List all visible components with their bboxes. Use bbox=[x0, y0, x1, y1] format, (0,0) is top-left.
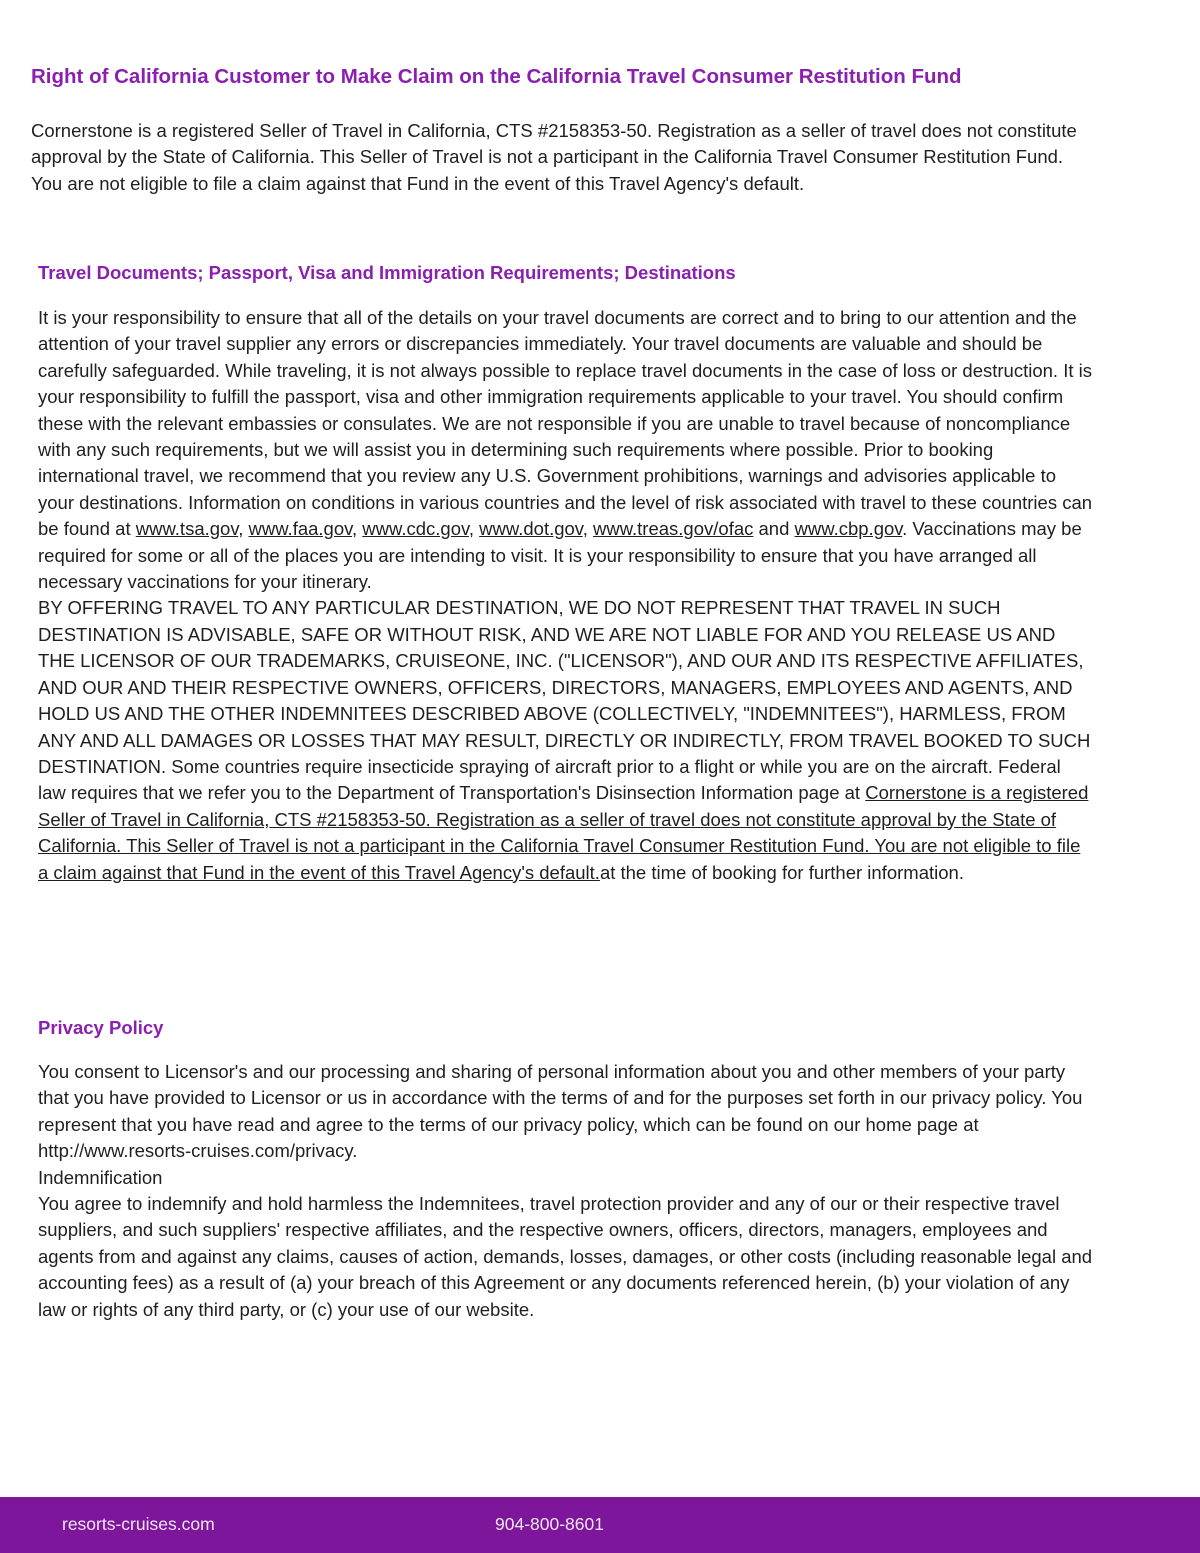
footer-phone[interactable]: 904-800-8601 bbox=[495, 1514, 604, 1534]
indemnification-heading: Indemnification bbox=[38, 1166, 163, 1188]
claim-heading: Right of California Customer to Make Claim on the California Travel Consumer Restitution Fund bbox=[31, 65, 962, 88]
footer-website[interactable]: resorts-cruises.com bbox=[62, 1514, 215, 1534]
privacy-text: You consent to Licensor's and our processing and sharing of personal information about you and other members of your party that you have provided to Licensor or us in accordance with the terms of and for the purposes set forth in our privacy policy. You represent that you have read and agree to the terms of our privacy policy, which can be found on our home page at http://www.resorts-cruises.com/privacy. bbox=[38, 1061, 1083, 1162]
privacy-policy-body bbox=[38, 1059, 1093, 1323]
travel-body-intro: It is your responsibility to ensure that all of the details on your travel documents are correct and to bring to our attention and the attention of your travel supplier any errors or discrepancies immediately. Your travel documents are valuable and should be carefully safeguarded. While traveling, it is not always possible to replace travel documents in the case of loss or destruction. It is your responsibility to fulfill the passport, visa and other immigration requirements applicable to your travel. You should confirm these with the relevant embassies or consulates. We are not responsible if you are unable to travel because of noncompliance with any such requirements, but we will assist you in determining such requirements where possible. Prior to booking international travel, we recommend that you review any U.S. Government prohibitions, warnings and advisories applicable to your destinations. Information on conditions in various countries and the level of risk associated with travel to these countries can be found at bbox=[38, 307, 1093, 540]
disinsection-link[interactable]: Cornerstone is a registered Seller of Travel in California, CTS #2158353-50. Registration as a seller of travel does not constitute approval by the State of California. This Seller of Travel is not a participant in the California Travel Consumer Restitution Fund. You are not eligible to file a claim against that Fund in the event of this Travel Agency's default. bbox=[38, 782, 1089, 883]
privacy-policy-heading: Privacy Policy bbox=[38, 1017, 164, 1038]
footer-bar bbox=[0, 1497, 1200, 1553]
claim-body: Cornerstone is a registered Seller of Travel in California, CTS #2158353-50. Registration as a seller of travel does not constitute approval by the State of California. This Seller of Travel is not a participant in the California Travel Consumer Restitution Fund. You are not eligible to file a claim against that Fund in the event of this Travel Agency's default. bbox=[31, 120, 1077, 194]
link-treas-ofac[interactable]: www.treas.gov/ofac bbox=[592, 518, 754, 540]
travel-documents-heading: Travel Documents; Passport, Visa and Immigration Requirements; Destinations bbox=[38, 262, 736, 283]
link-tsa[interactable]: www.tsa.gov bbox=[135, 518, 239, 540]
indemnification-text: You agree to indemnify and hold harmless the Indemnitees, travel protection provider and any of our or their respective travel suppliers, and such suppliers' respective affiliates, and the respective owners, officers, directors, managers, employees and agents from and against any claims, causes of action, demands, losses, damages, or other costs (including reasonable legal and accounting fees) as a result of (a) your breach of this Agreement or any documents referenced herein, (b) your violation of any law or rights of any third party, or (c) your use of our website. bbox=[38, 1193, 1093, 1320]
travel-documents-body: It is your responsibility to ensure that all of the details on your travel documents are correct and to bring to our attention and the attention of your travel supplier any errors or discrepancies immediately. Your travel documents are valuable and should be carefully safeguarded. While traveling, it is not always possible to replace travel documents in the case of loss or destruction. It is your responsibility to fulfill the passport, visa and other immigration requirements applicable to your travel. You should confirm these with the relevant embassies or consulates. We are not responsible if you are unable to travel because of noncompliance with any such requirements, but we will assist you in determining such requirements where possible. Prior to booking international travel, we recommend that you review any U.S. Government prohibitions, warnings and advisories applicable to your destinations. Information on conditions in various countries and the level of risk associated with travel to these countries can be found at www.tsa.gov, www.faa.gov, www.cdc.gov, www.dot.gov, www.treas.gov/ofac and www.cbp.gov. Vaccinations may be required for some or all of the places you are intending to visit. It is your responsibility to ensure that you have arranged all necessary vaccinations for your itinerary. BY OFFERING TRAVEL TO ANY PARTICULAR DESTINATION, WE DO NOT REPRESENT THAT TRAVEL IN SUCH DESTINATION IS ADVISABLE, SAFE OR WITHOUT RISK, AND WE ARE NOT LIABLE FOR AND YOU RELEASE US AND THE LICENSOR OF OUR TRADEMARKS, CRUISEONE, INC. ("LICENSOR"), AND OUR AND ITS RESPECTIVE AFFILIATES, AND OUR AND THEIR RESPECTIVE OWNERS, OFFICERS, DIRECTORS, MANAGERS, EMPLOYEES AND AGENTS, AND HOLD US AND THE OTHER INDEMNITEES DESCRIBED ABOVE (COLLECTIVELY, "INDEMNITEES"), HARMLESS, FROM ANY AND ALL DAMAGES OR LOSSES THAT MAY RESULT, DIRECTLY OR INDIRECTLY, FROM TRAVEL BOOKED TO SUCH DESTINATION. Some countries require insecticide spraying of aircraft prior to a flight or while you are on the aircraft. Federal law requires that we refer you to the Department of Transportation's Disinsection Information page at Cornerstone is a registered Seller of Travel in California, CTS #2158353-50. Registration as a seller of travel does not constitute approval by the State of California. This Seller of Travel is not a participant in the California Travel Consumer Restitution Fund. You are not eligible to file a claim against that Fund in the event of this Travel Agency's default.at the time of booking for further information. bbox=[38, 307, 1093, 883]
link-faa[interactable]: www.faa.gov bbox=[248, 518, 353, 540]
link-dot[interactable]: www.dot.gov bbox=[479, 518, 583, 540]
link-cdc[interactable]: www.cdc.gov bbox=[362, 518, 469, 540]
destination-disclaimer: BY OFFERING TRAVEL TO ANY PARTICULAR DESTINATION, WE DO NOT REPRESENT THAT TRAVEL IN SUCH DESTINATION IS ADVISABLE, SAFE OR WITHOUT RISK, AND WE ARE NOT LIABLE FOR AND YOU RELEASE US AND THE LICENSOR OF OUR TRADEMARKS, CRUISEONE, INC. ("LICENSOR"), AND OUR AND ITS RESPECTIVE AFFILIATES, AND OUR AND THEIR RESPECTIVE OWNERS, OFFICERS, DIRECTORS, MANAGERS, EMPLOYEES AND AGENTS, AND HOLD US AND THE OTHER INDEMNITEES DESCRIBED ABOVE (COLLECTIVELY, "INDEMNITEES"), HARMLESS, FROM ANY AND ALL DAMAGES OR LOSSES THAT MAY RESULT, DIRECTLY OR INDIRECTLY, FROM TRAVEL BOOKED TO SUCH DESTINATION. Some countries require insecticide spraying of aircraft prior to a flight or while you are on the aircraft. Federal law requires that we refer you to the Department of Transportation's Disinsection Information page at bbox=[38, 597, 1091, 804]
link-cbp[interactable]: www.cbp.gov bbox=[794, 518, 903, 540]
booking-info-text: at the time of booking for further information. bbox=[599, 861, 964, 883]
vaccination-text: . Vaccinations may be required for some or all of the places you are intending to visit. It is your responsibility to ensure that you have arranged all necessary vaccinations for your itinerary. bbox=[38, 518, 1082, 593]
